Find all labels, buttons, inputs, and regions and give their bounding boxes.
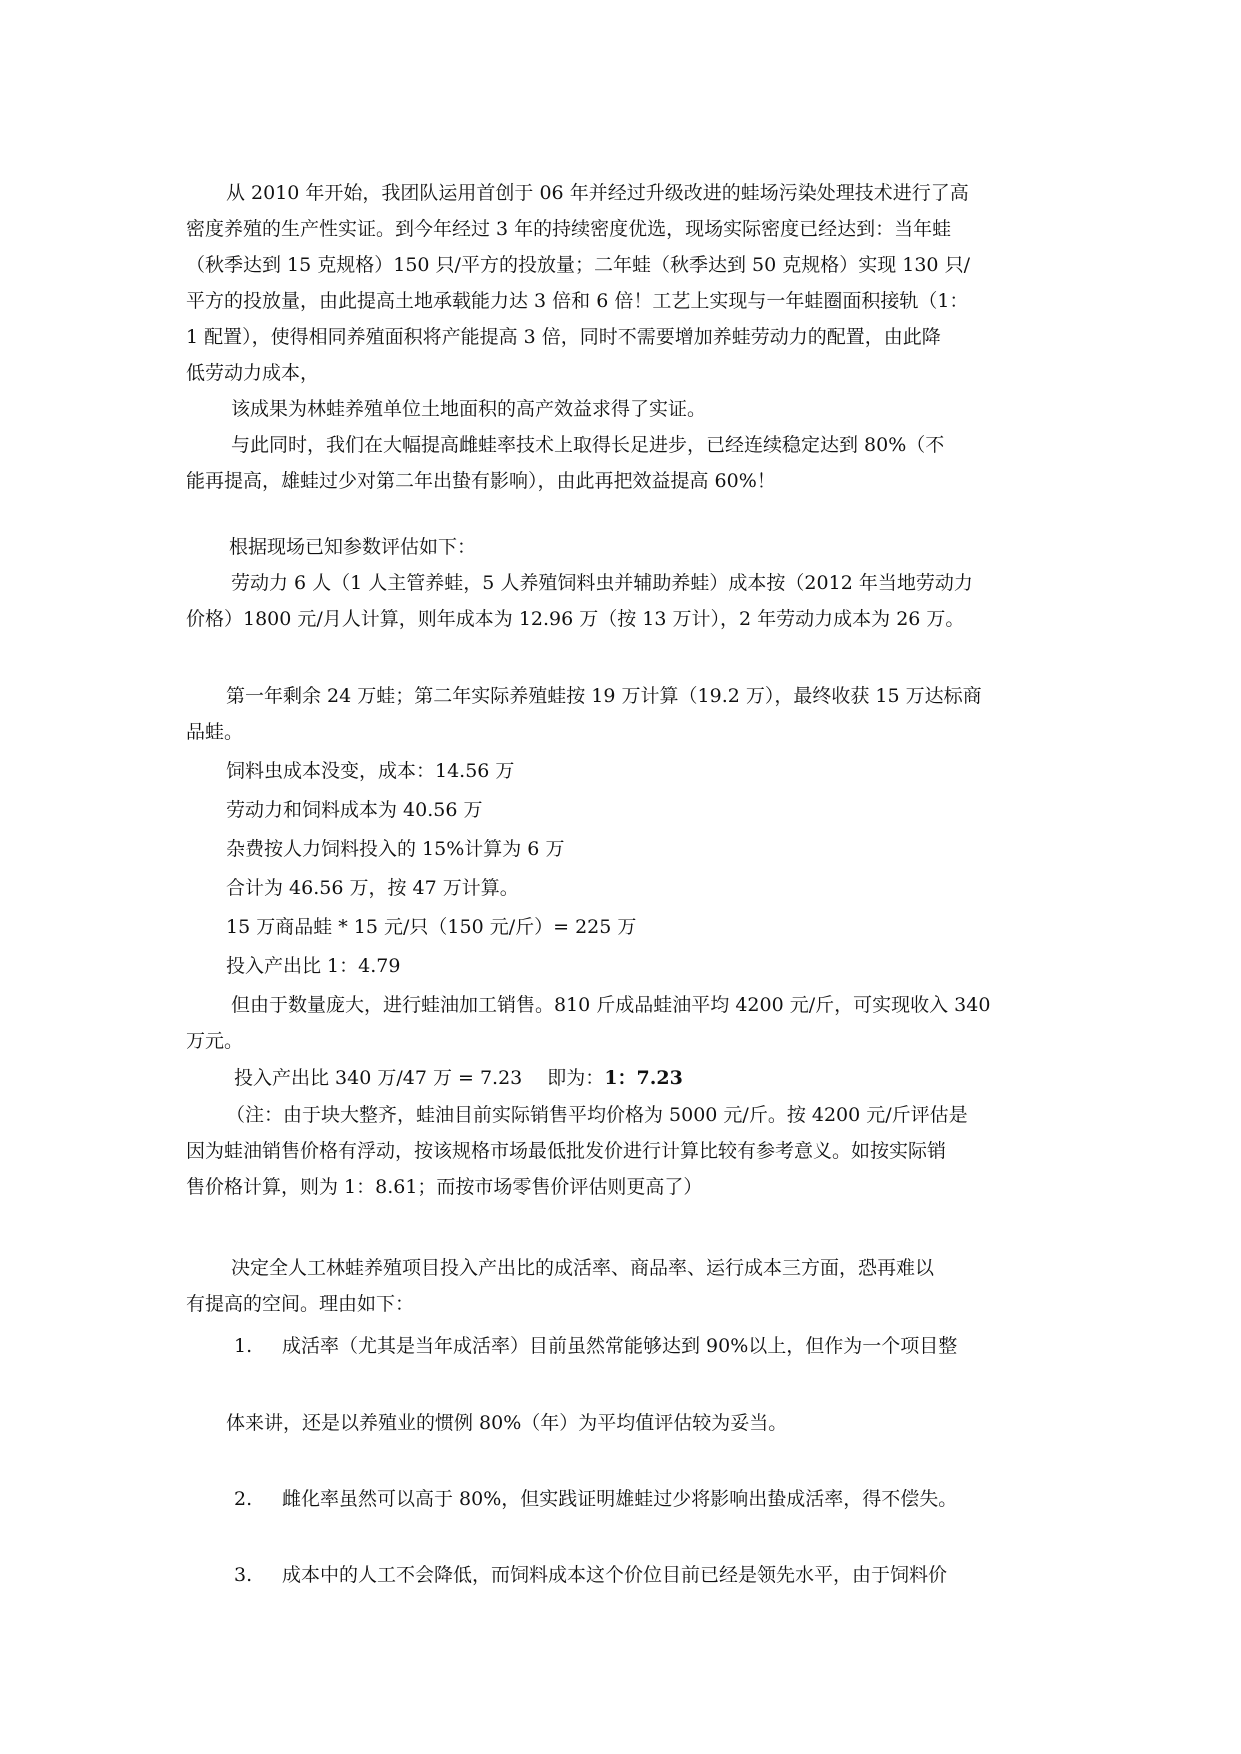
paragraph1-line2: 密度养殖的生产性实证。到今年经过 3 年的持续密度优选，现场实际密度已经达到：当年蛙 <box>186 218 952 240</box>
reason-1-line1: 成活率（尤其是当年成活率）目前虽然常能够达到 90%以上，但作为一个项目整 <box>282 1335 958 1357</box>
document-page <box>186 0 1056 1754</box>
oil-ratio-prefix: 投入产出比 340 万/47 万 = 7.23 即为： <box>234 1067 605 1089</box>
reason-1-number: 1. <box>234 1335 253 1357</box>
labor-line1: 劳动力 6 人（1 人主管养蛙，5 人养殖饲料虫并辅助养蛙）成本按（2012 年当地劳动力 <box>231 572 973 594</box>
cost-revenue: 15 万商品蛙 * 15 元/只（150 元/斤）= 225 万 <box>226 916 637 938</box>
oil-line1: 但由于数量庞大，进行蛙油加工销售。810 斤成品蛙油平均 4200 元/斤，可实现收入 340 <box>231 994 991 1016</box>
oil-ratio-bold: 1：7.23 <box>604 1067 683 1089</box>
cost-feed: 饲料虫成本没变，成本：14.56 万 <box>226 760 515 782</box>
paragraph2: 该成果为林蛙养殖单位土地面积的高产效益求得了实证。 <box>231 398 707 420</box>
paragraph1-line4: 平方的投放量，由此提高土地承载能力达 3 倍和 6 倍！工艺上实现与一年蛙圈面积接轨（1： <box>186 290 969 312</box>
cost-total: 合计为 46.56 万，按 47 万计算。 <box>226 877 519 899</box>
oil-ratio <box>234 1065 683 1091</box>
reason-2-line1: 雌化率虽然可以高于 80%，但实践证明雄蛙过少将影响出蛰成活率，得不偿失。 <box>282 1488 958 1510</box>
paragraph1-line1: 从 2010 年开始，我团队运用首创于 06 年并经过升级改进的蛙场污染处理技术进行了高 <box>226 182 969 204</box>
reason-3-number: 3. <box>234 1564 253 1586</box>
conclusion-line2: 有提高的空间。理由如下： <box>186 1293 415 1315</box>
paragraph1-line5: 1 配置），使得相同养殖面积将产能提高 3 倍，同时不需要增加养蛙劳动力的配置，由此降 <box>186 326 941 348</box>
paragraph3-line2: 能再提高，雄蛙过少对第二年出蛰有影响），由此再把效益提高 60%！ <box>186 470 776 492</box>
assessment-intro: 根据现场已知参数评估如下： <box>229 536 477 558</box>
conclusion-line1: 决定全人工林蛙养殖项目投入产出比的成活率、商品率、运行成本三方面，恐再难以 <box>231 1257 935 1279</box>
cost-labor-feed: 劳动力和饲料成本为 40.56 万 <box>226 799 483 821</box>
labor-line2: 价格）1800 元/月人计算，则年成本为 12.96 万（按 13 万计），2 年劳动力成本为 26 万。 <box>186 608 965 630</box>
note-line3: 售价格计算，则为 1：8.61；而按市场零售价评估则更高了） <box>186 1176 703 1198</box>
paragraph1-line6: 低劳动力成本， <box>186 362 320 384</box>
note-line1: （注：由于块大整齐，蛙油目前实际销售平均价格为 5000 元/斤。按 4200 元/斤评估是 <box>226 1104 968 1126</box>
reason-3-line1: 成本中的人工不会降低，而饲料成本这个价位目前已经是领先水平，由于饲料价 <box>282 1564 948 1586</box>
cost-misc: 杂费按人力饲料投入的 15%计算为 6 万 <box>226 838 565 860</box>
frogs-line1: 第一年剩余 24 万蛙；第二年实际养殖蛙按 19 万计算（19.2 万），最终收获 15 万达标商 <box>226 685 982 707</box>
paragraph1-line3: （秋季达到 15 克规格）150 只/平方的投放量；二年蛙（秋季达到 50 克规格）实现 130 只/ <box>186 254 970 276</box>
reason-1-line2: 体来讲，还是以养殖业的惯例 80%（年）为平均值评估较为妥当。 <box>226 1412 788 1434</box>
cost-ratio: 投入产出比 1：4.79 <box>226 955 401 977</box>
note-line2: 因为蛙油销售价格有浮动，按该规格市场最低批发价进行计算比较有参考意义。如按实际销 <box>186 1140 947 1162</box>
frogs-line2: 品蛙。 <box>186 721 244 743</box>
paragraph3-line1: 与此同时，我们在大幅提高雌蛙率技术上取得长足进步，已经连续稳定达到 80%（不 <box>231 434 945 456</box>
reason-2-number: 2. <box>234 1488 253 1510</box>
oil-line2: 万元。 <box>186 1030 244 1052</box>
